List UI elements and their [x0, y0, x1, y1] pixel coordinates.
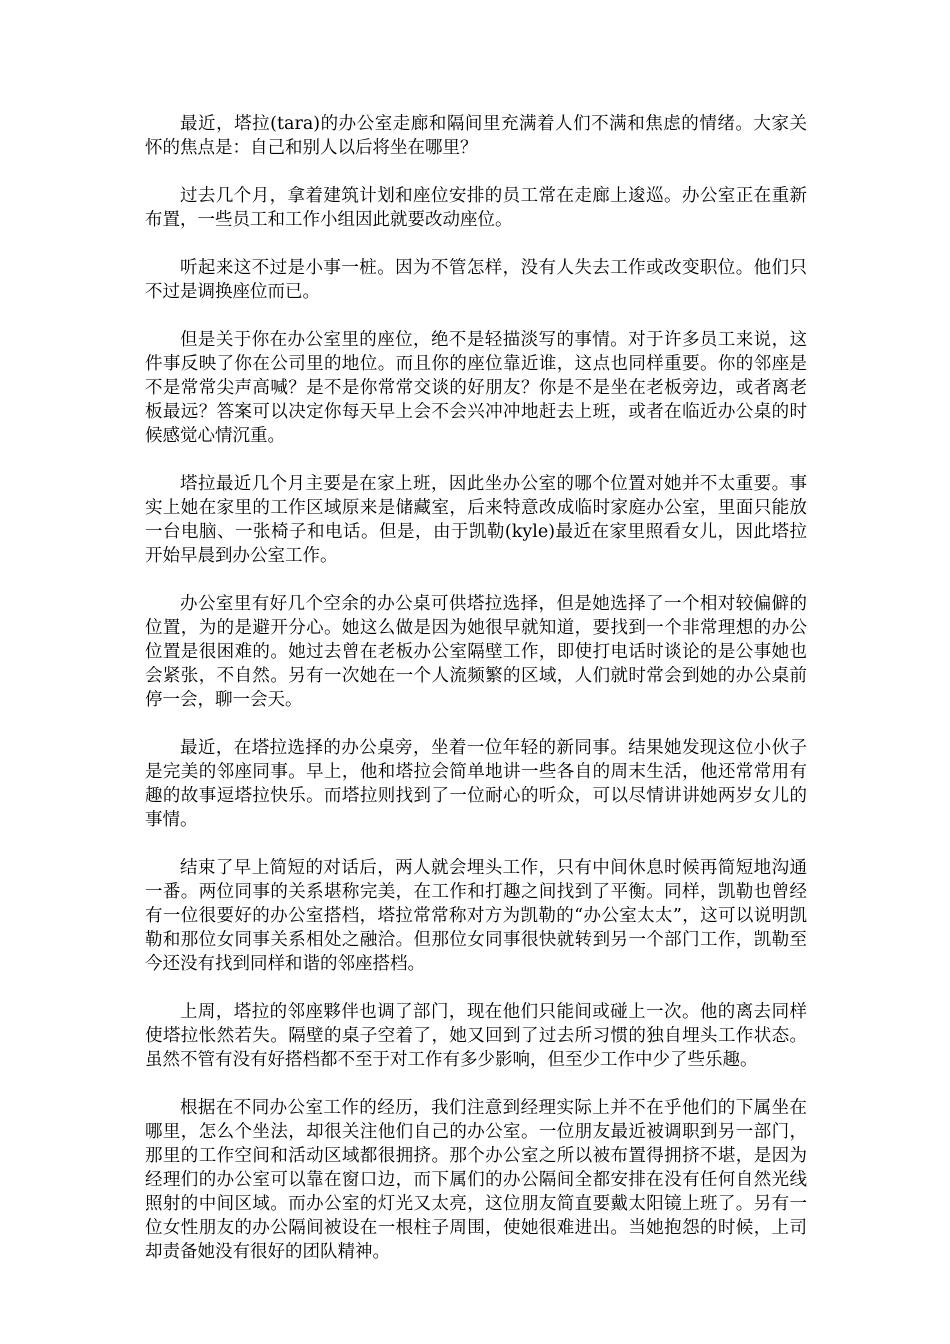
paragraph-10: 根据在不同办公室工作的经历，我们注意到经理实际上并不在乎他们的下属坐在哪里，怎么个坐法，却很关注他们自己的办公室。一位朋友最近被调职到另一部门，那里的工作空间和活动区域都很拥挤。那个办公室之所以被布置得拥挤不堪，是因为经理们的办公室可以靠在窗口边，而下属们的办公隔间全都安排在没有任何自然光线照射的中间区域。而办公室的灯光又太亮，这位朋友简直要戴太阳镜上班了。另有一位女性朋友的办公隔间被设在一根柱子周围，使她很难进出。当她抱怨的时候，上司却责备她没有很好的团队精神。 — [145, 1098, 807, 1262]
paragraph-6: 办公室里有好几个空余的办公桌可供塔拉选择，但是她选择了一个相对较偏僻的位置，为的是避开分心。她这么做是因为她很早就知道，要找到一个非常理想的办公位置是很困难的。她过去曾在老板办公室隔壁工作，即使打电话时谈论的是公事她也会紧张，不自然。另有一次她在一个人流频繁的区域，人们就时常会到她的办公桌前停一会，聊一会天。 — [145, 594, 807, 710]
paragraph-9: 上周，塔拉的邻座夥伴也调了部门，现在他们只能间或碰上一次。他的离去同样使塔拉怅然若失。隔壁的桌子空着了，她又回到了过去所习惯的独自埋头工作状态。虽然不管有没有好搭档都不至于对工作有多少影响，但至少工作中少了些乐趣。 — [145, 1002, 807, 1070]
paragraph-2: 过去几个月，拿着建筑计划和座位安排的员工常在走廊上逡巡。办公室正在重新布置，一些员工和工作小组因此就要改动座位。 — [145, 186, 807, 230]
paragraph-5: 塔拉最近几个月主要是在家上班，因此坐办公室的哪个位置对她并不太重要。事实上她在家里的工作区域原来是储藏室，后来特意改成临时家庭办公室，里面只能放一台电脑、一张椅子和电话。但是，由于凯勒(kyle)最近在家里照看女儿，因此塔拉开始早晨到办公室工作。 — [145, 474, 807, 566]
paragraph-3: 听起来这不过是小事一桩。因为不管怎样，没有人失去工作或改变职位。他们只不过是调换座位而已。 — [145, 258, 807, 302]
document-body — [145, 112, 807, 1288]
paragraph-4: 但是关于你在办公室里的座位，绝不是轻描淡写的事情。对于许多员工来说，这件事反映了你在公司里的地位。而且你的座位靠近谁，这点也同样重要。你的邻座是不是常常尖声高喊？是不是你常常交谈的好朋友？你是不是坐在老板旁边，或者离老板最远？答案可以决定你每天早上会不会兴冲冲地赶去上班，或者在临近办公桌的时候感觉心情沉重。 — [145, 330, 807, 446]
paragraph-8: 结束了早上简短的对话后，两人就会埋头工作，只有中间休息时候再简短地沟通一番。两位同事的关系堪称完美，在工作和打趣之间找到了平衡。同样，凯勒也曾经有一位很要好的办公室搭档，塔拉常常称对方为凯勒的“办公室太太”，这可以说明凯勒和那位女同事关系相处之融洽。但那位女同事很快就转到另一个部门工作，凯勒至今还没有找到同样和谐的邻座搭档。 — [145, 858, 807, 974]
paragraph-1: 最近，塔拉(tara)的办公室走廊和隔间里充满着人们不满和焦虑的情绪。大家关怀的焦点是：自己和别人以后将坐在哪里？ — [145, 114, 807, 158]
paragraph-7: 最近，在塔拉选择的办公桌旁，坐着一位年轻的新同事。结果她发现这位小伙子是完美的邻座同事。早上，他和塔拉会简单地讲一些各自的周末生活，他还常常用有趣的故事逗塔拉快乐。而塔拉则找到了一位耐心的听众，可以尽情讲讲她两岁女儿的事情。 — [145, 738, 807, 830]
